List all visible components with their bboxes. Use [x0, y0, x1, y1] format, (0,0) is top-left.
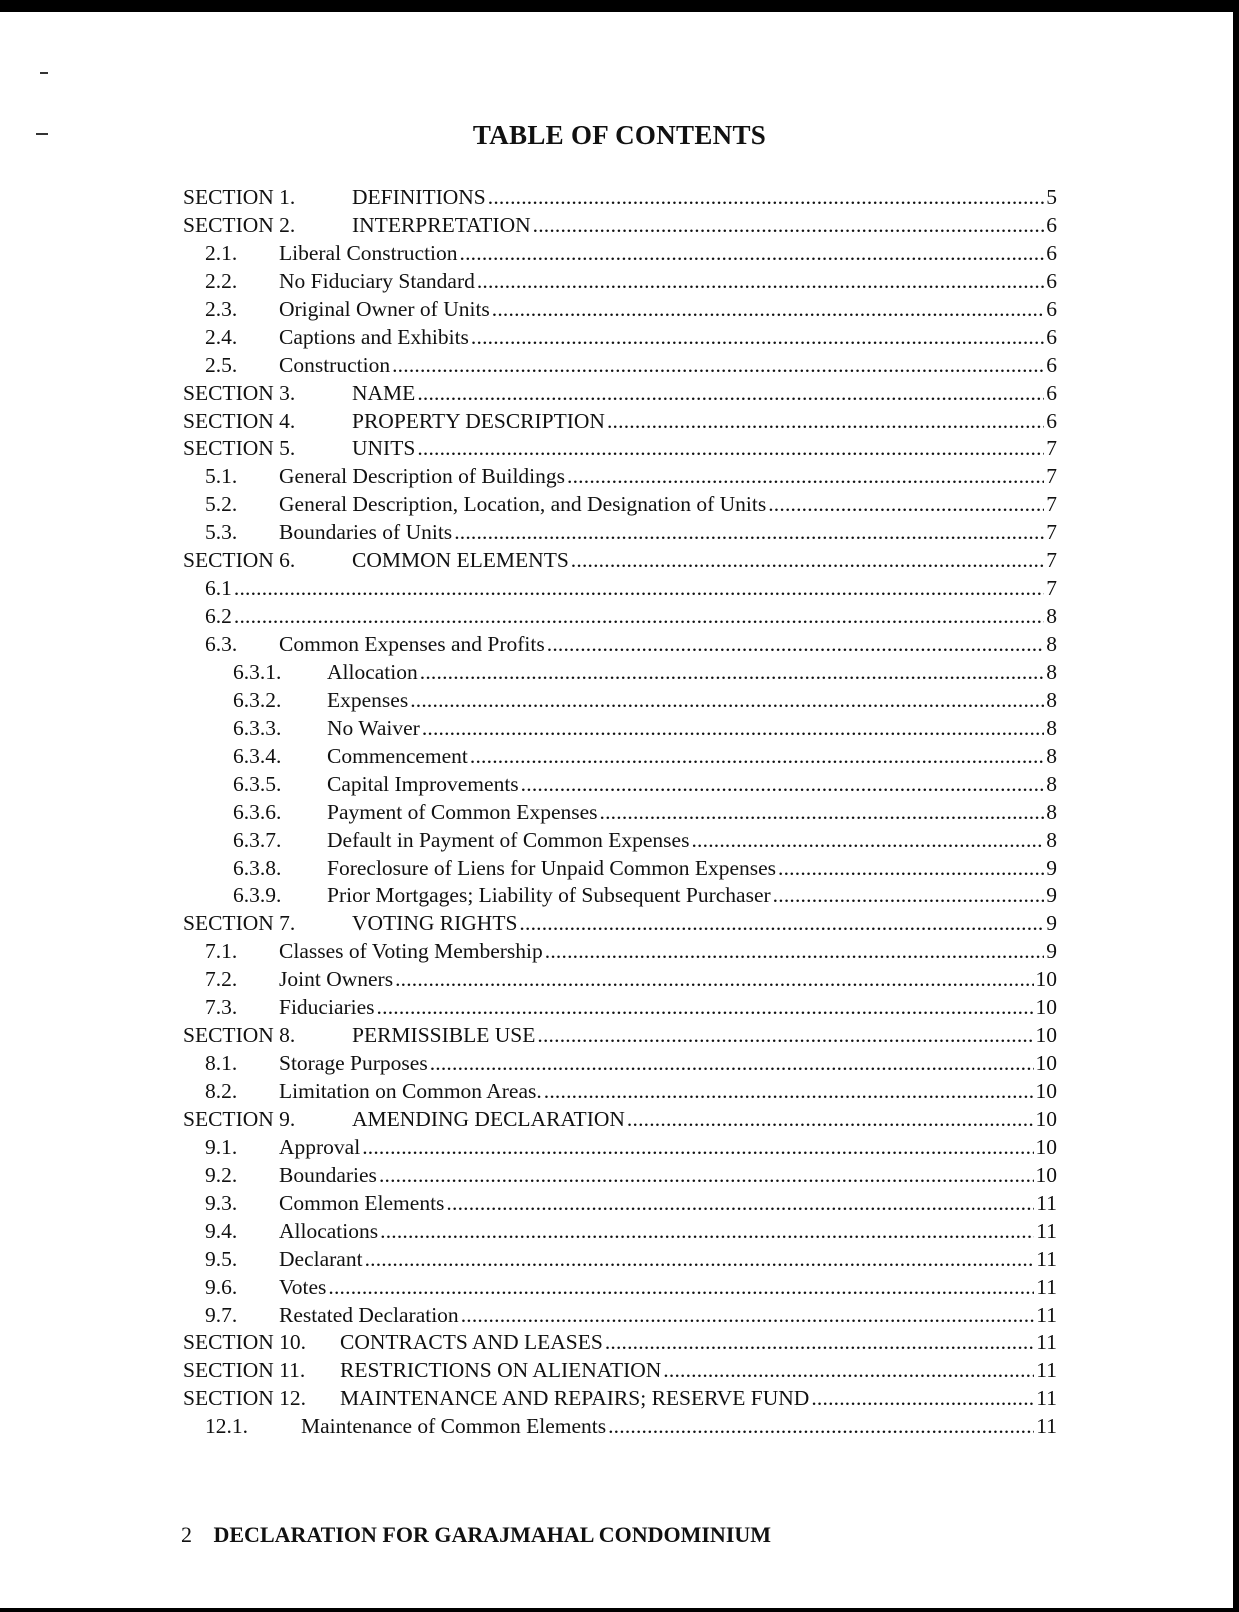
dot-leader: [627, 1107, 1034, 1132]
toc-entry[interactable]: [183, 520, 1057, 548]
toc-entry[interactable]: [183, 1275, 1057, 1303]
toc-entry-page: 10: [1035, 1079, 1057, 1103]
toc-entry-title: Captions and Exhibits: [279, 324, 469, 349]
toc-entry-number: 6.2: [205, 604, 232, 629]
toc-entry-title: RESTRICTIONS ON ALIENATION: [340, 1358, 662, 1383]
toc-entry-number: 5.1.: [205, 464, 238, 489]
toc-entry-title: Boundaries: [279, 1162, 377, 1187]
scan-border-top: [0, 0, 1239, 12]
dot-leader: [422, 716, 1044, 741]
toc-entry-number: 6.3.5.: [233, 771, 282, 796]
toc-entry-page: 11: [1036, 1274, 1057, 1299]
toc-entry-page: 8: [1046, 771, 1057, 796]
toc-entry[interactable]: [183, 995, 1057, 1023]
dot-leader: [470, 744, 1044, 769]
footer-document-title: DECLARATION FOR GARAJMAHAL CONDOMINIUM: [213, 1522, 772, 1547]
toc-entry-page: 8: [1046, 799, 1057, 824]
page-title: TABLE OF CONTENTS: [472, 120, 767, 150]
toc-entry-page: 11: [1036, 1386, 1057, 1411]
toc-entry-number: 6.3.2.: [233, 687, 282, 712]
toc-entry-number: SECTION 4.: [183, 408, 296, 433]
toc-entry[interactable]: [183, 828, 1057, 856]
dot-leader: [446, 1191, 1034, 1216]
dot-leader: [519, 911, 1044, 936]
toc-entry[interactable]: [183, 1023, 1057, 1051]
toc-entry-number: SECTION 6.: [183, 548, 296, 573]
toc-entry-number: 6.1: [205, 576, 232, 601]
toc-entry[interactable]: [183, 1358, 1057, 1386]
dot-leader: [430, 1051, 1034, 1076]
toc-entry-page: 11: [1036, 1246, 1057, 1271]
toc-entry-number: SECTION 3.: [183, 380, 296, 405]
toc-entry[interactable]: [183, 1191, 1057, 1219]
dot-leader: [691, 828, 1044, 853]
toc-entry[interactable]: [183, 911, 1057, 939]
toc-entry[interactable]: [183, 576, 1057, 604]
toc-entry-title: Limitation on Common Areas.: [279, 1079, 542, 1103]
toc-entry[interactable]: [183, 353, 1057, 381]
toc-entry[interactable]: [183, 297, 1057, 325]
dot-leader: [600, 800, 1045, 825]
dot-leader: [567, 464, 1044, 489]
toc-entry-title: Default in Payment of Common Expenses: [327, 827, 690, 852]
dot-leader: [773, 883, 1045, 908]
toc-entry-title: Commencement: [327, 743, 468, 768]
toc-entry-title: No Fiduciary Standard: [279, 268, 475, 293]
toc-entry-page: 10: [1035, 967, 1057, 992]
toc-entry-page: 9: [1046, 883, 1057, 908]
dot-leader: [545, 939, 1044, 964]
dot-leader: [663, 1358, 1034, 1383]
toc-entry-number: 9.3.: [205, 1190, 238, 1215]
toc-entry[interactable]: [183, 1135, 1057, 1163]
toc-entry[interactable]: [183, 1247, 1057, 1275]
toc-entry[interactable]: [183, 325, 1057, 353]
toc-entry-page: 5: [1046, 185, 1057, 209]
toc-entry-page: 6: [1046, 352, 1057, 377]
toc-entry-page: 10: [1035, 1106, 1057, 1131]
toc-entry-number: 7.3.: [205, 995, 238, 1020]
dot-leader: [410, 688, 1044, 713]
toc-entry[interactable]: [183, 213, 1057, 241]
toc-entry[interactable]: [183, 464, 1057, 492]
toc-entry-title: Votes: [279, 1274, 327, 1299]
toc-entry-number: 6.3.3.: [233, 715, 282, 740]
toc-entry[interactable]: [183, 939, 1057, 967]
toc-entry-number: 6.3.9.: [233, 883, 282, 908]
toc-entry[interactable]: [183, 967, 1057, 995]
dot-leader: [607, 409, 1044, 434]
dot-leader: [454, 520, 1044, 545]
toc-entry[interactable]: [183, 883, 1057, 911]
toc-entry-title: CONTRACTS AND LEASES: [340, 1330, 603, 1355]
toc-entry-title: Construction: [279, 352, 391, 377]
dot-leader: [328, 1275, 1034, 1300]
toc-entry[interactable]: [183, 1330, 1057, 1358]
toc-entry[interactable]: [183, 241, 1057, 269]
dot-leader: [477, 269, 1044, 294]
toc-entry[interactable]: [183, 660, 1057, 688]
toc-entry-page: 6: [1046, 240, 1057, 265]
toc-entry-page: 7: [1046, 492, 1057, 517]
toc-entry-page: 11: [1036, 1414, 1057, 1439]
dot-leader: [395, 967, 1033, 992]
dot-leader: [521, 772, 1045, 797]
toc-entry-number: 5.3.: [205, 520, 238, 545]
dot-leader: [377, 995, 1034, 1020]
dot-leader: [488, 185, 1044, 210]
table-of-contents: [183, 185, 1057, 1442]
toc-entry-page: 11: [1036, 1302, 1057, 1327]
toc-entry-number: 6.3.8.: [233, 855, 282, 880]
toc-entry-title: Common Expenses and Profits: [279, 632, 545, 656]
toc-entry-title: Approval: [279, 1134, 361, 1159]
page-footer: [181, 1522, 771, 1548]
dot-leader: [234, 604, 1044, 629]
toc-entry-title: AMENDING DECLARATION: [352, 1106, 625, 1131]
toc-entry-number: SECTION 10.: [183, 1330, 307, 1355]
dot-leader: [811, 1386, 1034, 1411]
toc-entry[interactable]: [183, 716, 1057, 744]
toc-entry-title: Prior Mortgages; Liability of Subsequent Purchaser: [327, 883, 771, 908]
toc-entry-number: 9.1.: [205, 1134, 238, 1159]
toc-entry[interactable]: [183, 269, 1057, 297]
toc-entry-page: 10: [1035, 995, 1057, 1020]
toc-entry-page: 8: [1046, 604, 1057, 629]
dot-leader: [544, 1079, 1034, 1104]
toc-entry-page: 7: [1046, 548, 1057, 573]
toc-entry-number: 7.1.: [205, 939, 238, 964]
dot-leader: [460, 241, 1045, 266]
toc-entry-page: 8: [1046, 632, 1057, 656]
dot-leader: [547, 632, 1045, 657]
dot-leader: [417, 381, 1044, 406]
toc-entry-title: Common Elements: [279, 1190, 445, 1215]
toc-entry-page: 7: [1046, 576, 1057, 601]
toc-entry-number: 6.3.7.: [233, 827, 282, 852]
toc-entry-number: SECTION 12.: [183, 1386, 307, 1411]
toc-entry-page: 6: [1046, 296, 1057, 321]
dot-leader: [471, 325, 1044, 350]
toc-entry-title: Foreclosure of Liens for Unpaid Common Expenses: [327, 855, 777, 880]
toc-entry[interactable]: [183, 1386, 1057, 1414]
toc-entry-page: 9: [1046, 911, 1057, 936]
toc-entry[interactable]: [183, 800, 1057, 828]
toc-entry-title: DEFINITIONS: [352, 185, 486, 209]
toc-entry[interactable]: [183, 548, 1057, 576]
toc-entry-number: 7.2.: [205, 967, 238, 992]
dot-leader: [461, 1303, 1035, 1328]
toc-entry-number: SECTION 8.: [183, 1023, 296, 1048]
toc-entry-title: Maintenance of Common Elements: [301, 1414, 607, 1439]
toc-entry-title: General Description of Buildings: [279, 464, 566, 489]
toc-entry-number: 2.3.: [205, 296, 238, 321]
toc-entry-title: General Description, Location, and Designation of Units: [279, 492, 767, 517]
toc-entry-page: 8: [1046, 715, 1057, 740]
toc-entry[interactable]: [183, 1303, 1057, 1331]
toc-entry-page: 8: [1046, 659, 1057, 684]
toc-entry-title: COMMON ELEMENTS: [352, 548, 569, 573]
toc-entry[interactable]: [183, 1219, 1057, 1247]
toc-entry-number: SECTION 7.: [183, 911, 296, 936]
toc-entry-page: 8: [1046, 743, 1057, 768]
toc-entry-page: 11: [1036, 1218, 1057, 1243]
toc-entry-page: 10: [1035, 1134, 1057, 1159]
toc-entry-page: 9: [1046, 855, 1057, 880]
toc-entry-number: 5.2.: [205, 492, 238, 517]
toc-entry-number: SECTION 9.: [183, 1106, 296, 1131]
toc-entry-number: 2.2.: [205, 268, 238, 293]
toc-entry-number: 9.6.: [205, 1274, 238, 1299]
toc-entry-page: 11: [1036, 1190, 1057, 1215]
toc-entry-page: 11: [1036, 1358, 1057, 1383]
toc-entry-page: 7: [1046, 520, 1057, 545]
toc-entry-number: 8.1.: [205, 1051, 238, 1076]
toc-entry-title: Storage Purposes: [279, 1051, 428, 1076]
toc-entry-title: Classes of Voting Membership: [279, 939, 543, 964]
toc-entry-number: 2.4.: [205, 324, 238, 349]
toc-entry-page: 9: [1046, 939, 1057, 964]
toc-entry-number: 6.3.4.: [233, 743, 282, 768]
toc-entry[interactable]: [183, 856, 1057, 884]
toc-entry[interactable]: [183, 436, 1057, 464]
toc-entry-number: SECTION 11.: [183, 1358, 306, 1383]
scan-speck: [40, 72, 48, 74]
toc-entry-number: 6.3.6.: [233, 799, 282, 824]
toc-entry[interactable]: [183, 1079, 1057, 1107]
dot-leader: [379, 1163, 1034, 1188]
dot-leader: [365, 1247, 1035, 1272]
dot-leader: [537, 1023, 1033, 1048]
dot-leader: [533, 213, 1045, 238]
dot-leader: [362, 1135, 1033, 1160]
toc-entry-page: 10: [1035, 1162, 1057, 1187]
toc-entry-page: 10: [1035, 1023, 1057, 1048]
dot-leader: [778, 856, 1044, 881]
toc-entry-page: 6: [1046, 212, 1057, 237]
dot-leader: [608, 1414, 1034, 1439]
toc-entry-title: Capital Improvements: [327, 771, 519, 796]
toc-entry-number: SECTION 2.: [183, 212, 296, 237]
toc-entry-number: 9.7.: [205, 1302, 238, 1327]
toc-entry-title: INTERPRETATION: [352, 212, 531, 237]
toc-entry-number: 2.1.: [205, 240, 238, 265]
dot-leader: [571, 548, 1044, 573]
toc-entry-title: Expenses: [327, 687, 409, 712]
dot-leader: [605, 1330, 1034, 1355]
toc-entry-title: VOTING RIGHTS: [352, 911, 518, 936]
toc-entry-page: 6: [1046, 268, 1057, 293]
toc-entry-number: 12.1.: [205, 1414, 248, 1439]
footer-page-number: 2: [181, 1522, 192, 1547]
toc-entry-title: Fiduciaries: [279, 995, 375, 1020]
toc-entry-number: SECTION 5.: [183, 436, 296, 461]
toc-entry-title: No Waiver: [327, 715, 420, 740]
toc-entry-title: Restated Declaration: [279, 1302, 459, 1327]
scan-border-bottom: [0, 1608, 1239, 1612]
toc-entry-title: Joint Owners: [279, 967, 394, 992]
toc-entry[interactable]: [183, 409, 1057, 437]
toc-entry[interactable]: [183, 688, 1057, 716]
toc-entry[interactable]: [183, 632, 1057, 660]
toc-entry-page: 7: [1046, 464, 1057, 489]
toc-entry-number: 8.2.: [205, 1079, 238, 1103]
toc-entry-title: Allocations: [279, 1218, 379, 1243]
toc-entry[interactable]: [183, 772, 1057, 800]
dot-leader: [492, 297, 1044, 322]
toc-entry-page: 8: [1046, 687, 1057, 712]
toc-entry-number: 9.2.: [205, 1162, 238, 1187]
toc-entry-title: NAME: [352, 380, 416, 405]
toc-entry-page: 6: [1046, 408, 1057, 433]
toc-entry-title: Allocation: [327, 659, 418, 684]
toc-entry-title: UNITS: [352, 436, 416, 461]
toc-entry[interactable]: [183, 492, 1057, 520]
toc-entry-page: 11: [1036, 1330, 1057, 1355]
toc-entry-page: 8: [1046, 827, 1057, 852]
dot-leader: [392, 353, 1044, 378]
toc-entry[interactable]: [183, 1107, 1057, 1135]
toc-entry-page: 6: [1046, 380, 1057, 405]
toc-entry-title: MAINTENANCE AND REPAIRS; RESERVE FUND: [340, 1386, 810, 1411]
toc-entry-page: 7: [1046, 436, 1057, 461]
toc-entry-title: Boundaries of Units: [279, 520, 453, 545]
dot-leader: [417, 436, 1044, 461]
dot-leader: [420, 660, 1044, 685]
toc-entry-title: Declarant: [279, 1246, 363, 1271]
toc-entry[interactable]: [183, 1051, 1057, 1079]
dot-leader: [380, 1219, 1034, 1244]
toc-entry-number: 9.4.: [205, 1218, 238, 1243]
toc-entry-number: 2.5.: [205, 352, 238, 377]
toc-entry-number: 9.5.: [205, 1246, 238, 1271]
dot-leader: [768, 492, 1044, 517]
toc-entry[interactable]: [183, 185, 1057, 213]
toc-entry[interactable]: [183, 381, 1057, 409]
toc-entry-title: Payment of Common Expenses: [327, 799, 598, 824]
toc-entry[interactable]: [183, 1414, 1057, 1442]
toc-entry-title: PERMISSIBLE USE: [352, 1023, 536, 1048]
toc-entry[interactable]: [183, 1163, 1057, 1191]
toc-entry-page: 10: [1035, 1051, 1057, 1076]
toc-entry-title: Original Owner of Units: [279, 296, 490, 321]
scan-border-right: [1233, 0, 1239, 1612]
toc-entry-number: 6.3.1.: [233, 659, 282, 684]
toc-entry-number: 6.3.: [205, 632, 238, 656]
dot-leader: [234, 576, 1044, 601]
toc-entry-title: PROPERTY DESCRIPTION: [352, 408, 605, 433]
toc-entry-title: Liberal Construction: [279, 240, 458, 265]
toc-entry[interactable]: [183, 604, 1057, 632]
toc-entry-number: SECTION 1.: [183, 185, 296, 209]
toc-entry[interactable]: [183, 744, 1057, 772]
toc-entry-page: 6: [1046, 324, 1057, 349]
